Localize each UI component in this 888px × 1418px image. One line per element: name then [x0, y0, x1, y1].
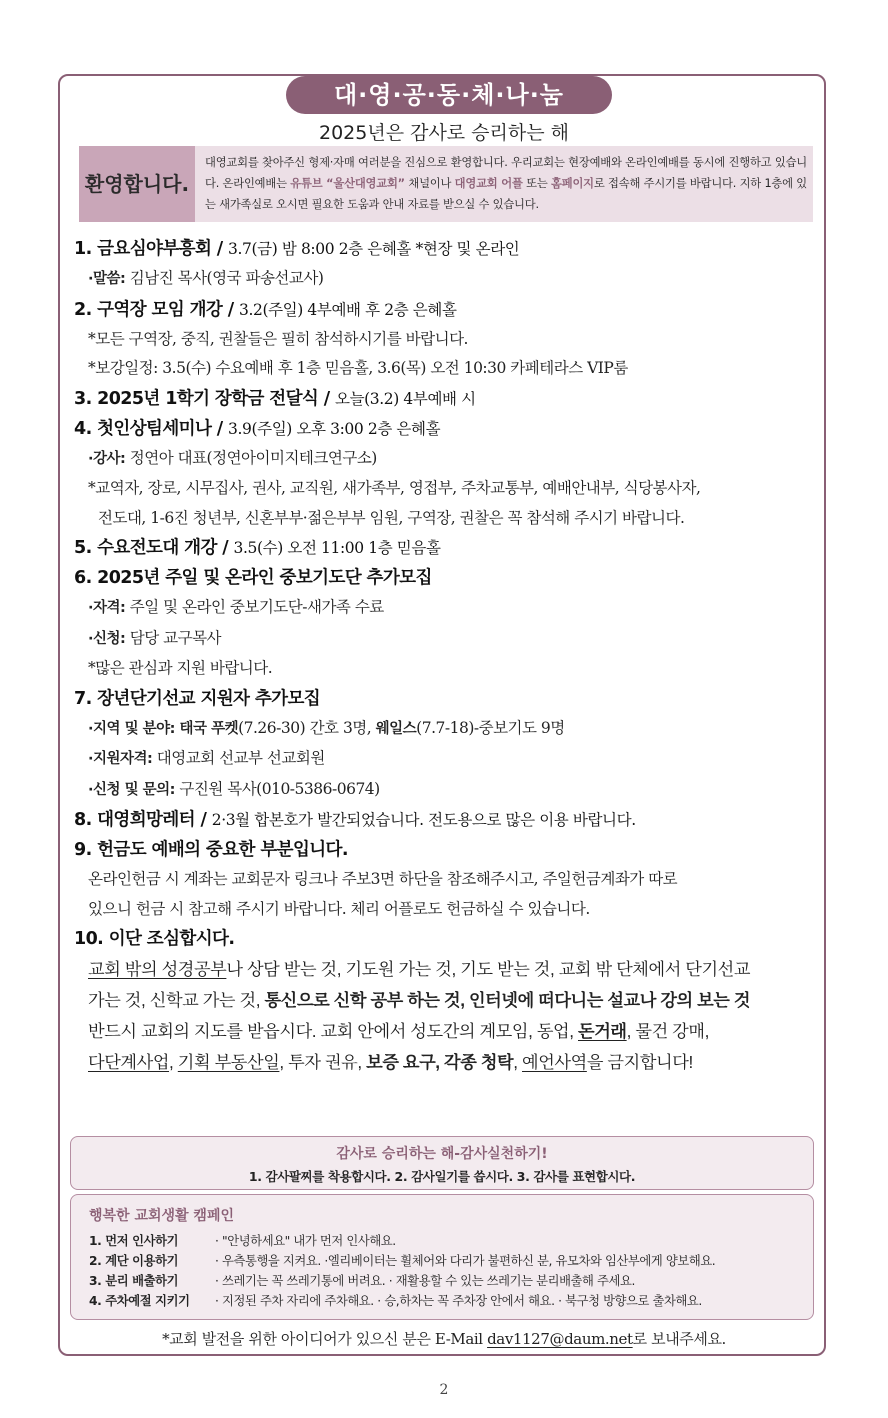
welcome-text-3: 또는: [522, 177, 552, 190]
item-heading: 3. 2025년 1학기 장학금 전달식 /: [74, 388, 335, 409]
church-life-campaign-title: 행복한 교회생활 캠페인: [89, 1208, 234, 1224]
mission-region-1: 태국 푸켓: [174, 720, 239, 737]
welcome-label: 환영합니다.: [79, 146, 195, 222]
body-text: , 투자 권유,: [279, 1052, 367, 1072]
campaign-row: [89, 1251, 715, 1269]
campaign-row: [89, 1271, 635, 1289]
announcement-list: [74, 234, 824, 1078]
announcement-5: [74, 533, 824, 563]
sub-value: 구진원 목사(010-5386-0674): [174, 779, 380, 798]
church-app: 대영교회 어플: [454, 177, 523, 190]
footer-text: *교회 발전을 위한 아이디어가 있으신 분은 E-Mail: [162, 1330, 488, 1348]
page-number: 2: [439, 1382, 449, 1398]
sub-note: *모든 구역장, 중직, 권찰들은 필히 참석하시기를 바랍니다.: [88, 329, 468, 348]
underlined-phrase: 예언사역: [522, 1052, 587, 1072]
bold-phrase: 통신으로 신학 공부 하는 것, 인터넷에 떠다니는 설교나 강의 보는 것: [264, 990, 751, 1010]
gratitude-campaign-body: 1. 감사팔찌를 착용합시다. 2. 감사일기를 씁시다. 3. 감사를 표현합시다.: [248, 1169, 636, 1184]
item-heading: 5. 수요전도대 개강 /: [74, 538, 234, 558]
campaign-row-key: 2. 계단 이용하기: [89, 1254, 179, 1268]
mission-detail-2: (7.7-18)-중보기도 9명: [416, 718, 565, 737]
body-text: 가는 것, 신학교 가는 것,: [88, 990, 265, 1010]
sub-key: ·신청 및 문의:: [88, 781, 175, 798]
sub-value: 담당 교구목사: [125, 628, 222, 647]
body-text: ,: [169, 1052, 178, 1072]
item-heading: 8. 대영희망레터 /: [74, 810, 212, 830]
gratitude-campaign-box: [70, 1136, 814, 1190]
item-detail: 3.5(수) 오전 11:00 1층 믿음홀: [233, 539, 441, 557]
announcement-8: [74, 805, 824, 835]
campaign-row: [89, 1291, 702, 1309]
sub-key: ·강사:: [88, 450, 126, 467]
sub-note: 전도대, 1-6진 청년부, 신혼부부·젊은부부 임원, 구역장, 권찰은 꼭 참석해 주시기 바랍니다.: [98, 508, 685, 527]
campaign-row-value: · 우측통행을 지켜요. ·엘리베이터는 휠체어와 다리가 불편하신 분, 유모차와 임산부에게 양보해요.: [215, 1254, 716, 1268]
sub-value: 대영교회 선교부 선교회원: [152, 749, 325, 767]
year-subtitle: 2025년은 감사로 승리하는 해: [318, 122, 569, 144]
sub-key: ·지역 및 분야:: [88, 720, 175, 737]
sub-note: *교역자, 장로, 시무집사, 권사, 교직원, 새가족부, 영접부, 주차교통부, 예배안내부, 식당봉사자,: [88, 479, 701, 497]
announcement-6: [74, 563, 824, 684]
body-text: , 물건 강매,: [626, 1021, 709, 1041]
campaign-row-value: · 쓰레기는 꼭 쓰레기통에 버려요. · 재활용할 수 있는 쓰레기는 분리배출해 주세요.: [215, 1274, 635, 1288]
underlined-phrase: 돈거래: [578, 1021, 627, 1041]
item-detail: 3.9(주일) 오후 3:00 2층 은혜홀: [228, 419, 441, 438]
announcement-2: [74, 295, 824, 384]
bulletin-banner: 대·영·공·동·체·나·눔: [286, 76, 612, 114]
announcement-9: [74, 835, 824, 924]
campaign-row: [89, 1231, 396, 1249]
welcome-text-4: 로 접속해 주시기를 바랍니다. 지하 1층에 있는 새가족실로 오시면 필요한 도움과 안내 자료를 받으실 수 있습니다.: [205, 177, 808, 211]
underlined-phrase: 다단계사업: [88, 1052, 170, 1072]
item-heading: 7. 장년단기선교 지원자 추가모집: [74, 688, 321, 709]
announcement-3: [74, 384, 824, 414]
welcome-text-2: 채널이나: [404, 177, 455, 190]
campaign-row-value: · "안녕하세요" 내가 먼저 인사해요.: [215, 1234, 396, 1248]
item-detail: 3.7(금) 밤 8:00 2층 은혜홀 *현장 및 온라인: [228, 240, 520, 258]
welcome-text-1: 대영교회를 찾아주신 형제·자매 여러분을 진심으로 환영합니다. 우리교회는 현장예배와 온라인예배를 동시에 진행하고 있습니다. 온라인예배는: [205, 156, 807, 190]
item-detail: 오늘(3.2) 4부예배 시: [335, 389, 476, 408]
sub-value: 주일 및 온라인 중보기도단-새가족 수료: [125, 598, 384, 616]
item-detail: 3.2(주일) 4부예배 후 2층 은혜홀: [239, 300, 457, 319]
announcement-7: [74, 684, 824, 806]
sub-note: *보강일정: 3.5(수) 수요예배 후 1층 믿음홀, 3.6(목) 오전 10:30 카페테라스 VIP룸: [88, 359, 628, 377]
announcement-1: [74, 234, 824, 295]
welcome-text: [205, 152, 807, 215]
item-heading: 10. 이단 조심합시다.: [74, 929, 235, 949]
footer-note: [0, 1328, 888, 1349]
item-heading: 4. 첫인상팀세미나 /: [74, 418, 229, 439]
announcement-4: [74, 414, 824, 534]
youtube-channel: 유튜브 “울산대영교회”: [290, 177, 405, 190]
item-heading: 6. 2025년 주일 및 온라인 중보기도단 추가모집: [74, 568, 432, 588]
item-heading: 1. 금요심야부흥회 /: [74, 239, 229, 259]
welcome-box: [79, 146, 813, 222]
sub-value: 김남진 목사(영국 파송선교사): [125, 269, 324, 287]
body-text: 을 금지합니다!: [586, 1052, 693, 1072]
sub-key: ·자격:: [88, 600, 126, 616]
campaign-row-key: 3. 분리 배출하기: [89, 1274, 179, 1288]
campaign-row-key: 1. 먼저 인사하기: [89, 1234, 179, 1248]
announcement-10: [74, 924, 824, 1078]
sub-note: 있으니 헌금 시 참고해 주시기 바랍니다. 체리 어플로도 헌금하실 수 있습니다.: [88, 899, 590, 918]
body-text: 반드시 교회의 지도를 받읍시다. 교회 안에서 성도간의 계모임, 동업,: [88, 1021, 578, 1041]
body-text: ,: [513, 1052, 523, 1072]
email-link[interactable]: dav1127@daum.net: [487, 1330, 633, 1348]
sub-key: ·지원자격:: [88, 751, 153, 767]
gratitude-campaign-title: 감사로 승리하는 해-감사실천하기!: [336, 1146, 548, 1162]
homepage: 홈페이지: [551, 177, 594, 190]
mission-region-2: 웨일스: [375, 720, 417, 737]
underlined-phrase: 기획 부동산일: [177, 1052, 280, 1072]
item-detail: 2·3월 합본호가 발간되었습니다. 전도용으로 많은 이용 바랍니다.: [211, 811, 636, 829]
sub-note: *많은 관심과 지원 바랍니다.: [88, 659, 273, 677]
bold-phrase: 보증 요구, 각종 청탁: [366, 1052, 514, 1072]
mission-detail-1: (7.26-30) 간호 3명,: [238, 718, 376, 737]
footer-text: 로 보내주세요.: [632, 1330, 726, 1348]
sub-note: 온라인헌금 시 계좌는 교회문자 링크나 주보3면 하단을 참조해주시고, 주일헌금계좌가 따로: [88, 870, 678, 888]
underlined-phrase: 교회 밖의 성경공부: [88, 959, 227, 979]
sub-key: ·말씀:: [88, 271, 126, 287]
church-life-campaign-box: [70, 1194, 814, 1320]
campaign-row-key: 4. 주차예절 지키기: [89, 1294, 190, 1308]
item-heading: 9. 헌금도 예배의 중요한 부분입니다.: [74, 840, 348, 860]
sub-value: 정연아 대표(정연아이미지테크연구소): [125, 448, 377, 467]
item-heading: 2. 구역장 모임 개강 /: [74, 299, 240, 320]
campaign-row-value: · 지정된 주차 자리에 주차해요. · 승,하차는 꼭 주차장 안에서 해요. · 북구청 방향으로 출차해요.: [215, 1294, 702, 1308]
body-text: 나 상담 받는 것, 기도원 가는 것, 기도 받는 것, 교회 밖 단체에서 단기선교: [226, 959, 751, 979]
sub-key: ·신청:: [88, 630, 126, 647]
